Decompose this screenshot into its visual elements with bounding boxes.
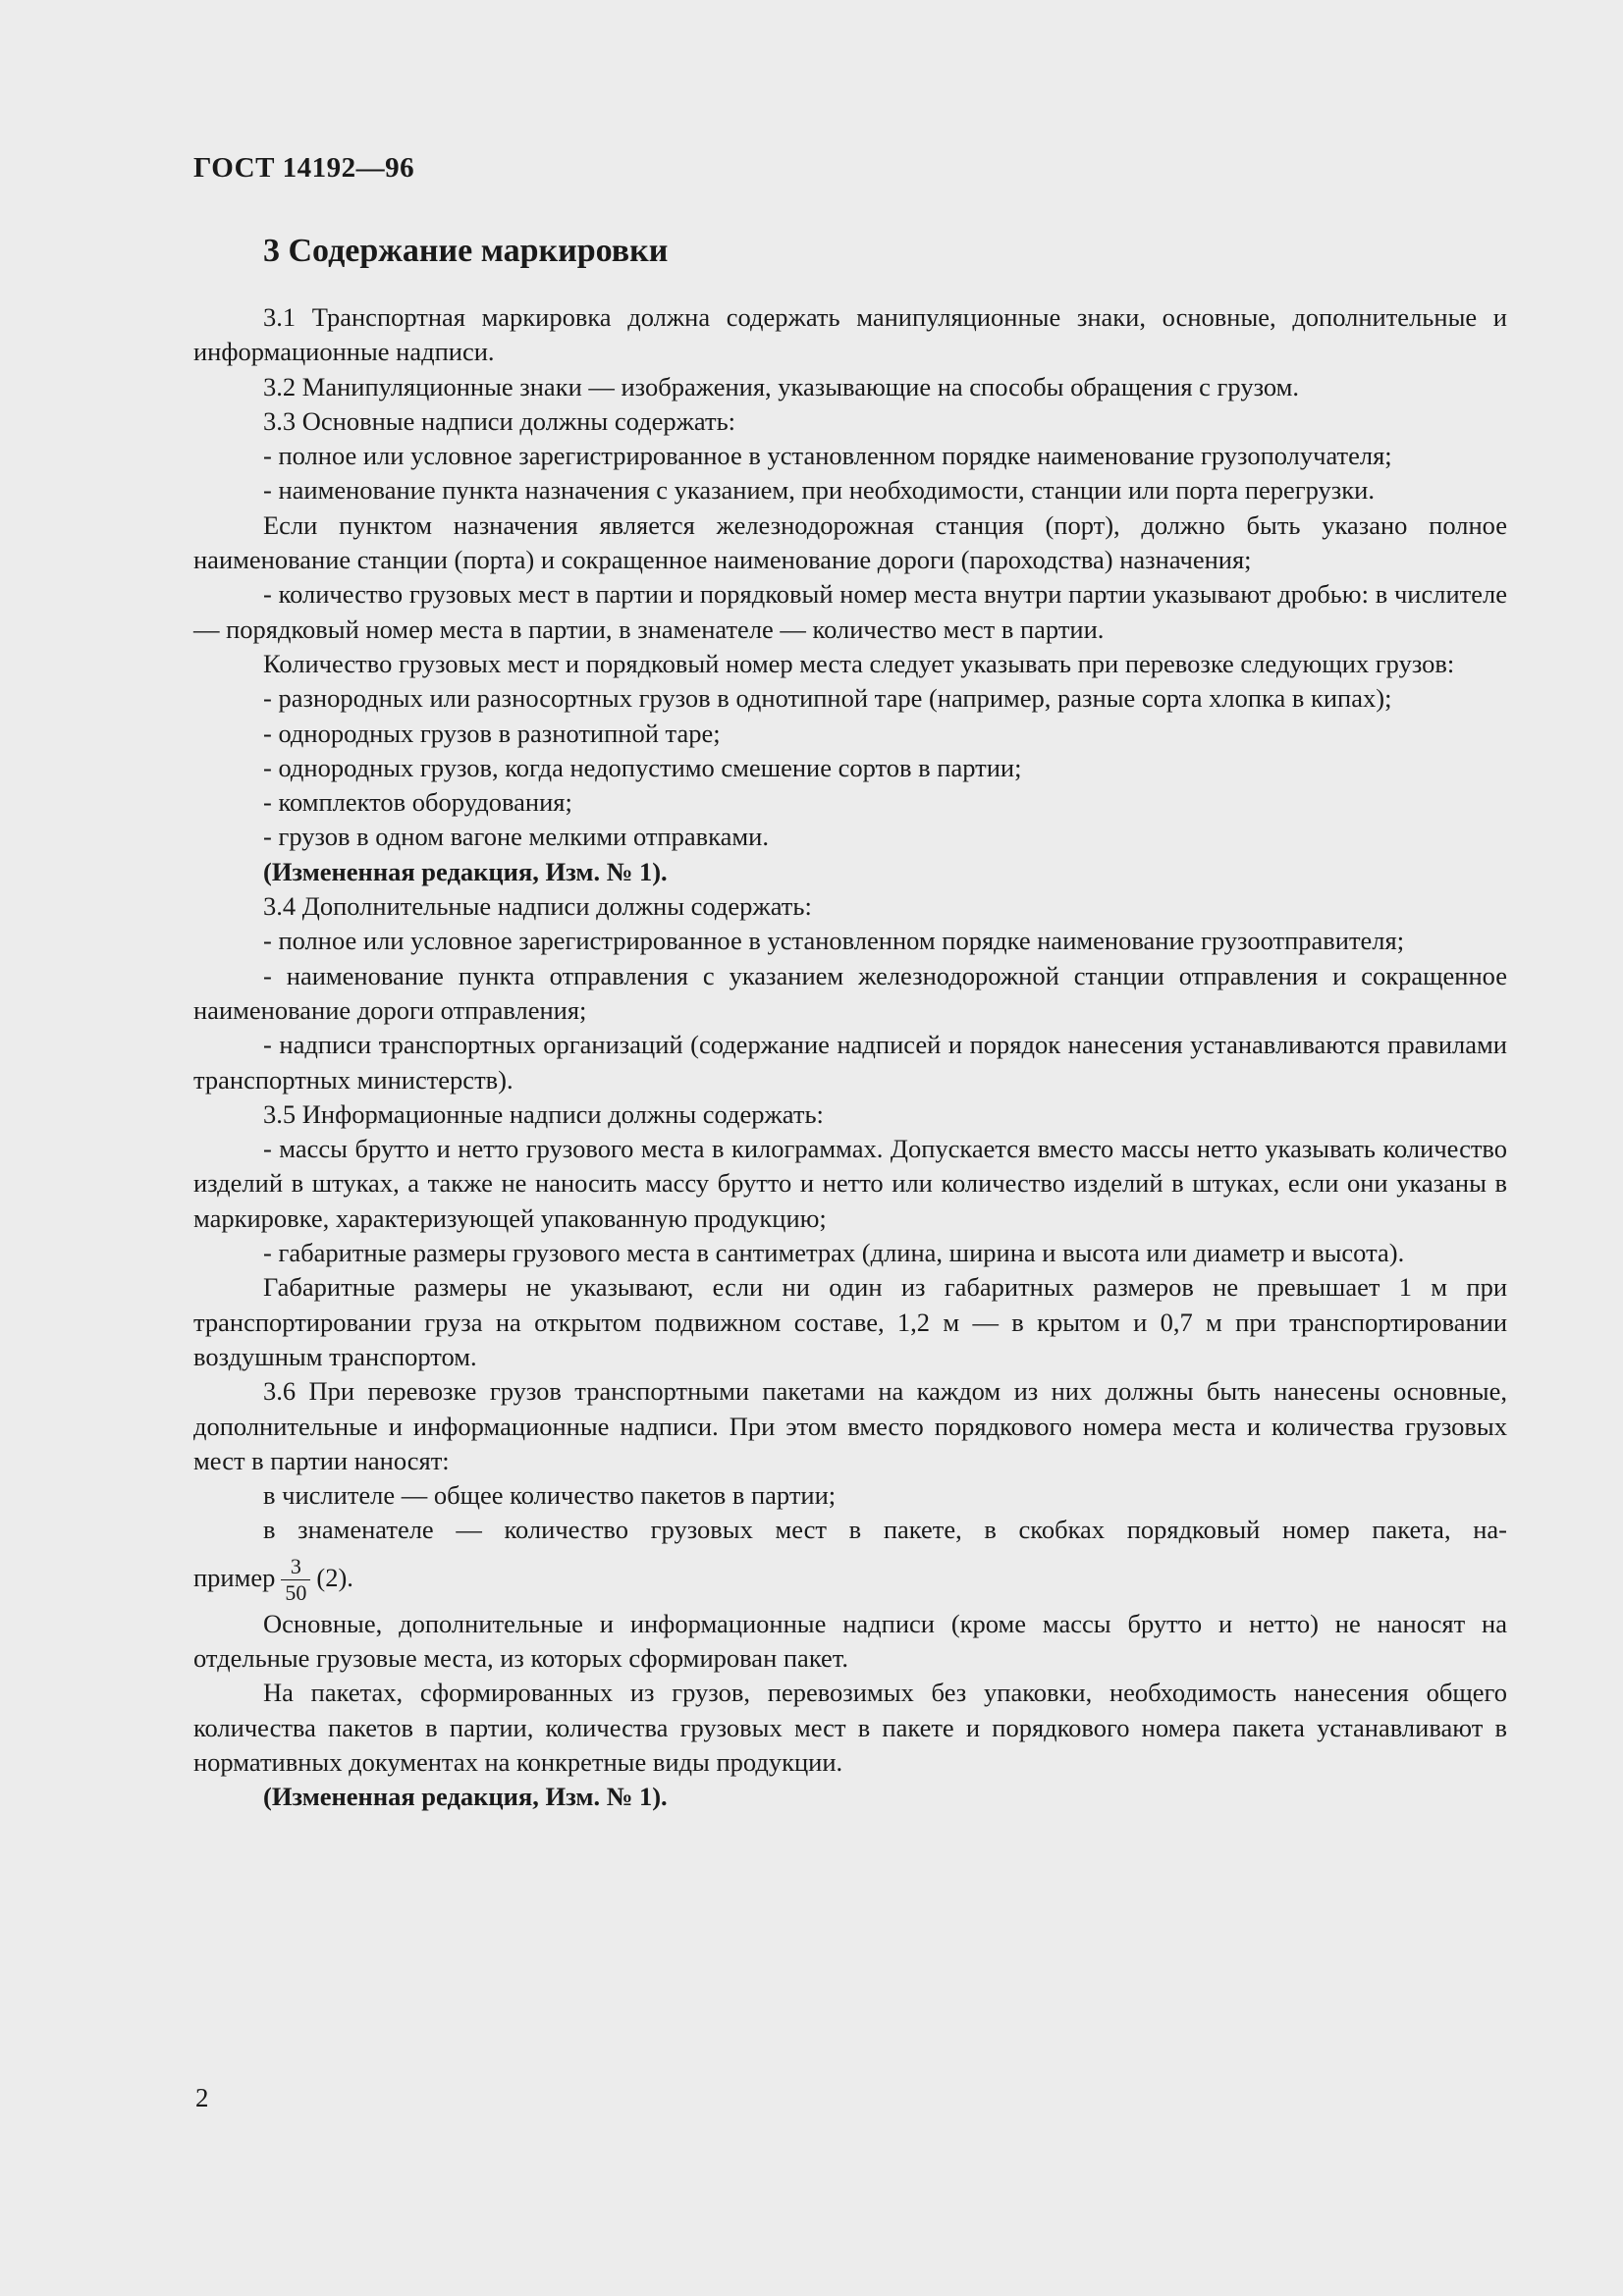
fraction-numerator: 3 [281, 1554, 310, 1580]
paragraph: Габаритные размеры не указывают, если ни один из габаритных размеров не превышает 1 м при транспортировании груза на открытом подвижном составе, 1,2 м — в крытом и 0,7 м при транспортировании воздушным транспортом. [193, 1272, 1507, 1371]
amendment-note: (Измененная редакция, Изм. № 1). [263, 1782, 668, 1812]
amendment-note: (Измененная редакция, Изм. № 1). [263, 856, 668, 886]
list-item: - наименование пункта отправления с указанием железнодорожной станции отправления и сокращенное наименование дороги отправления; [193, 960, 1507, 1025]
paragraph-3-4: 3.4 Дополнительные надписи должны содержать: [263, 891, 812, 922]
list-item: - комплектов оборудования; [263, 787, 572, 818]
list-item: - полное или условное зарегистрированное в установленном порядке наименование грузополучателя; [263, 441, 1392, 471]
list-item: - габаритные размеры грузового места в сантиметрах (длина, ширина и высота или диаметр и высота). [263, 1238, 1405, 1268]
fraction-example [193, 1548, 1507, 1607]
list-item: - однородных грузов, когда недопустимо смешение сортов в партии; [263, 752, 1022, 782]
paragraph-3-3: 3.3 Основные надписи должны содержать: [263, 405, 736, 436]
list-item: - грузов в одном вагоне мелкими отправками. [263, 822, 769, 852]
list-item: - наименование пункта назначения с указанием, при необходимости, станции или порта перегрузки. [263, 475, 1375, 506]
section-title: 3 Содержание маркировки [263, 233, 669, 269]
example-prefix: пример [193, 1562, 276, 1592]
page-number: 2 [195, 2083, 209, 2112]
paragraph: в числителе — общее количество пакетов в партии; [263, 1480, 837, 1511]
paragraph: На пакетах, сформированных из грузов, перевозимых без упаковки, необходимость нанесения общего количества пакетов в партии, количества грузовых мест в пакете и порядкового номера пакета устанавливают в нормативных документах на конкретные виды продукции. [193, 1678, 1507, 1777]
list-item: - однородных грузов в разнотипной таре; [263, 718, 721, 748]
fraction-denominator: 50 [285, 1580, 307, 1606]
list-item: - массы брутто и нетто грузового места в килограммах. Допускается вместо массы нетто указывать количество изделий в штуках, а также не наносить массу брутто и нетто или количество изделий в штуках, если они указаны в маркировке, характеризующей упакованную продукцию; [193, 1134, 1507, 1233]
list-item: - надписи транспортных организаций (содержание надписей и порядок нанесения устанавливаются правилами транспортных министерств). [193, 1030, 1507, 1095]
paragraph: Если пунктом назначения является железнодорожная станция (порт), должно быть указано полное наименование станции (порта) и сокращенное наименование дороги (пароходства) назначения; [193, 509, 1507, 575]
document-header: ГОСТ 14192—96 [193, 152, 415, 184]
paragraph-3-2: 3.2 Манипуляционные знаки — изображения, указывающие на способы обращения с грузом. [263, 371, 1300, 401]
paragraph-3-1: 3.1 Транспортная маркировка должна содержать манипуляционные знаки, основные, дополнительные и информационные надписи. [193, 302, 1507, 367]
list-item: - полное или условное зарегистрированное в установленном порядке наименование грузоотправителя; [263, 926, 1405, 956]
example-suffix: (2). [316, 1562, 353, 1592]
list-item: - количество грузовых мест в партии и порядковый номер места внутри партии указывают дробью: в числителе — порядковый номер места в партии, в знаменателе — количество мест в партии. [193, 579, 1507, 644]
fraction [281, 1554, 310, 1606]
paragraph: Количество грузовых мест и порядковый номер места следует указывать при перевозке следующих грузов: [263, 648, 1455, 678]
paragraph-3-5: 3.5 Информационные надписи должны содержать: [263, 1098, 824, 1129]
list-item: - разнородных или разносортных грузов в однотипной таре (например, разные сорта хлопка в кипах); [263, 683, 1392, 714]
paragraph: Основные, дополнительные и информационные надписи (кроме массы брутто и нетто) не наносят на отдельные грузовые места, из которых сформирован пакет. [193, 1608, 1507, 1673]
paragraph-3-6: 3.6 При перевозке грузов транспортными пакетами на каждом из них должны быть нанесены основные, дополнительные и информационные надписи. При этом вместо порядкового номера места и количества грузовых мест в партии наносят: [193, 1376, 1507, 1475]
document-body [193, 300, 1507, 1814]
paragraph: в знаменателе — количество грузовых мест в пакете, в скобках порядковый номер пакета, на- [263, 1515, 1507, 1545]
